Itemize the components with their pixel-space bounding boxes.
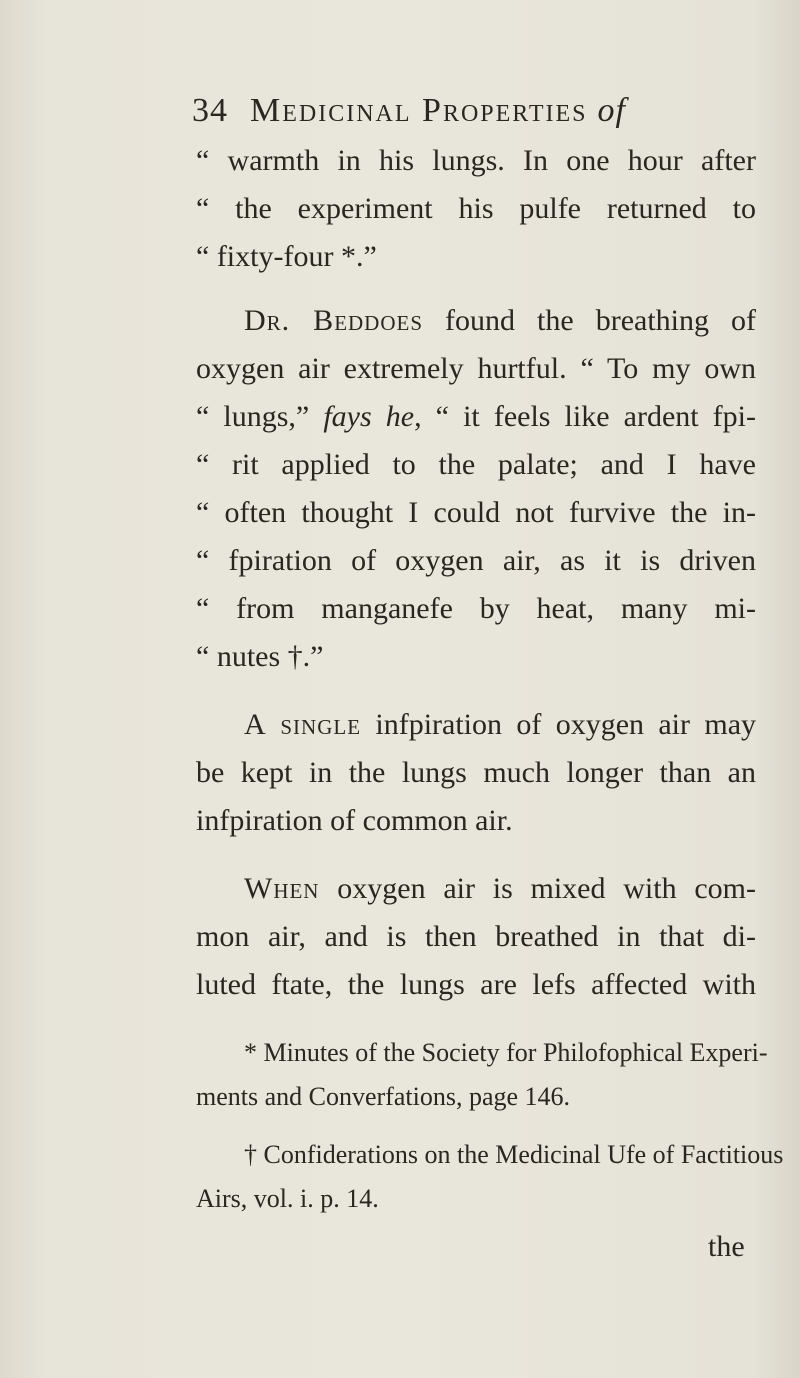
text-line: infpiration of common air. xyxy=(196,804,513,837)
text-line: “ lungs,” fays he, “ it feels like ardent fpi- xyxy=(196,400,756,433)
footnote-line: † Confiderations on the Medicinal Ufe of Factitious xyxy=(244,1140,784,1169)
text-line: oxygen air extremely hurtful. “ To my own xyxy=(196,352,756,385)
text-line: “ rit applied to the palate; and I have xyxy=(196,448,756,481)
paragraph-lead: A single xyxy=(244,708,362,741)
paragraph-lead: Dr. Beddoes xyxy=(244,304,424,337)
running-title-of: of xyxy=(597,92,626,129)
running-title: Medicinal Properties xyxy=(250,92,588,129)
page-number: 34 xyxy=(192,92,228,129)
text-line: A single infpiration of oxygen air may xyxy=(244,708,757,741)
footnote-line: Airs, vol. i. p. 14. xyxy=(196,1184,379,1213)
paragraph-lead: When xyxy=(244,872,320,905)
catchword: the xyxy=(708,1230,745,1263)
text-line: “ fpiration of oxygen air, as it is driven xyxy=(196,544,756,577)
text-line: “ from manganefe by heat, many mi- xyxy=(196,592,756,625)
text-line: “ warmth in his lungs. In one hour after xyxy=(196,144,756,177)
text-line: “ the experiment his pulfe returned to xyxy=(196,192,756,225)
text-line: Dr. Beddoes found the breathing of xyxy=(244,304,757,337)
text-line: be kept in the lungs much longer than an xyxy=(196,756,756,789)
text-line: “ fixty-four *.” xyxy=(196,240,377,273)
footnote-line: * Minutes of the Society for Philofophical Experi- xyxy=(244,1038,768,1067)
text-line: “ often thought I could not furvive the in- xyxy=(196,496,756,529)
running-header xyxy=(192,92,626,130)
text-line: mon air, and is then breathed in that di- xyxy=(196,920,756,953)
footnote-line: ments and Converfations, page 146. xyxy=(196,1082,571,1111)
text-line: When oxygen air is mixed with com- xyxy=(244,872,756,905)
text-line: luted ftate, the lungs are lefs affected with xyxy=(196,968,756,1001)
text-line: “ nutes †.” xyxy=(196,640,324,673)
